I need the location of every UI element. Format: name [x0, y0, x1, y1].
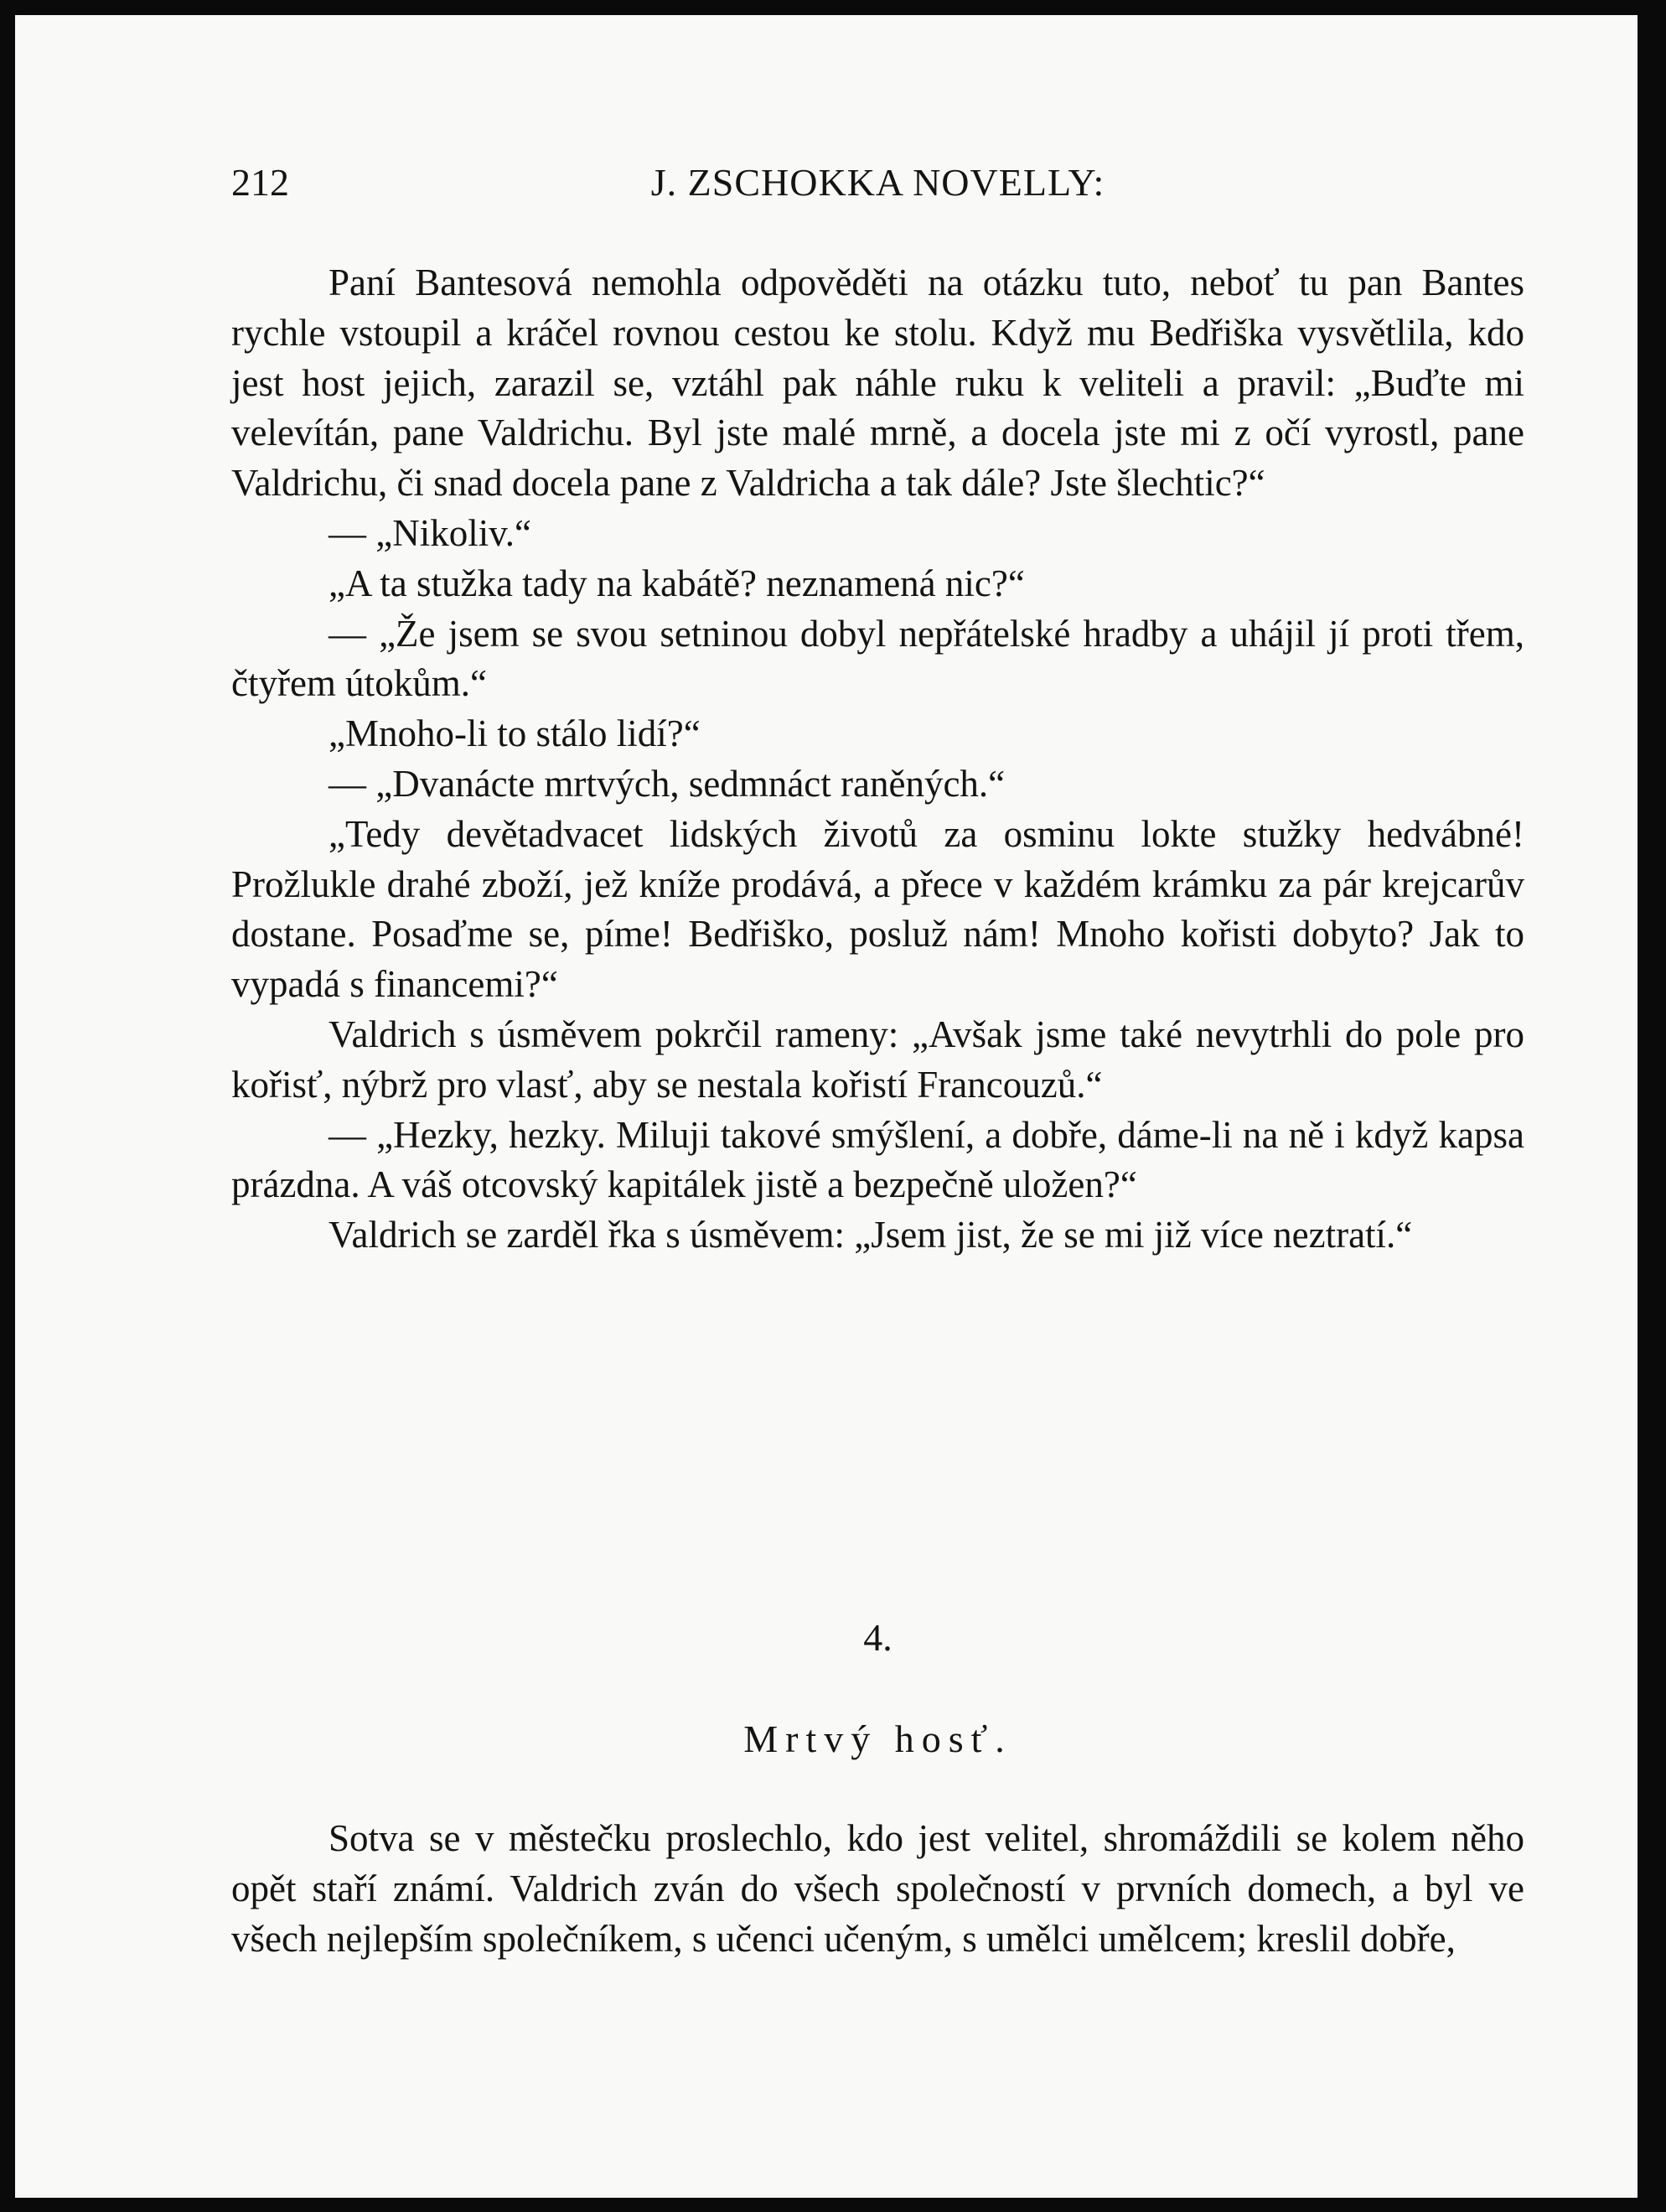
page-number: 212 — [231, 161, 289, 204]
paragraph: „Mnoho-li to stálo lidí?“ — [329, 712, 701, 755]
paragraph: Valdrich se zarděl řka s úsměvem: „Jsem jist, že se mi již více neztratí.“ — [329, 1214, 1413, 1256]
book-page — [15, 15, 1638, 2198]
paragraph: — „Že jsem se svou setninou dobyl nepřátelské hradby a uhájil jí proti třem, čtyřem útokům.“ — [231, 612, 1524, 705]
chapter-title: Mrtvý hosť. — [743, 1717, 1012, 1760]
paragraph: Sotva se v městečku proslechlo, kdo jest velitel, shromáždili se kolem něho opět staří známí. Valdrich zván do všech společností v prvních domech, a byl ve všech nejlepším společníkem, s učenci učeným, s umělci umělcem; kreslil dobře, — [231, 1817, 1524, 1960]
chapter-number: 4. — [863, 1616, 892, 1659]
continuation-text — [231, 1814, 1524, 1964]
paragraph: Valdrich s úsměvem pokrčil rameny: „Avšak jsme také nevytrhli do pole pro kořisť, nýbrž pro vlasť, aby se nestala kořistí Francouzů.“ — [231, 1013, 1524, 1106]
paragraph: „A ta stužka tady na kabátě? neznamená nic?“ — [329, 562, 1025, 604]
paragraph: — „Nikoliv.“ — [329, 511, 532, 554]
paragraph: „Tedy devětadvacet lidských životů za osminu lokte stužky hedvábné! Prožlukle drahé zboží, jež kníže prodává, a přece v každém krámku za pár krejcarův dostane. Posaďme se, píme! Bedřiško, posluž nám! Mnoho kořisti dobyto? Jak to vypadá s financemi?“ — [231, 812, 1524, 1006]
paragraph: — „Dvanácte mrtvých, sedmnáct raněných.“ — [329, 762, 1006, 805]
main-text — [231, 258, 1524, 1261]
paragraph: Paní Bantesová nemohla odpověděti na otázku tuto, neboť tu pan Bantes rychle vstoupil a kráčel rovnou cestou ke stolu. Když mu Bedřiška vysvětlila, kdo jest host jejich, zarazil se, vztáhl pak náhle ruku k veliteli a pravil: „Buďte mi velevítán, pane Valdrichu. Byl jste malé mrně, a docela jste mi z očí vyrostl, pane Valdrichu, či snad docela pane z Valdricha a tak dále? Jste šlechtic?“ — [231, 262, 1524, 505]
running-head — [231, 158, 1524, 208]
paragraph: — „Hezky, hezky. Miluji takové smýšlení, a dobře, dáme-li na ně i když kapsa prázdna. A váš otcovský kapitálek jistě a bezpečně uložen?“ — [231, 1113, 1524, 1206]
running-title: J. ZSCHOKKA NOVELLY: — [650, 161, 1105, 204]
